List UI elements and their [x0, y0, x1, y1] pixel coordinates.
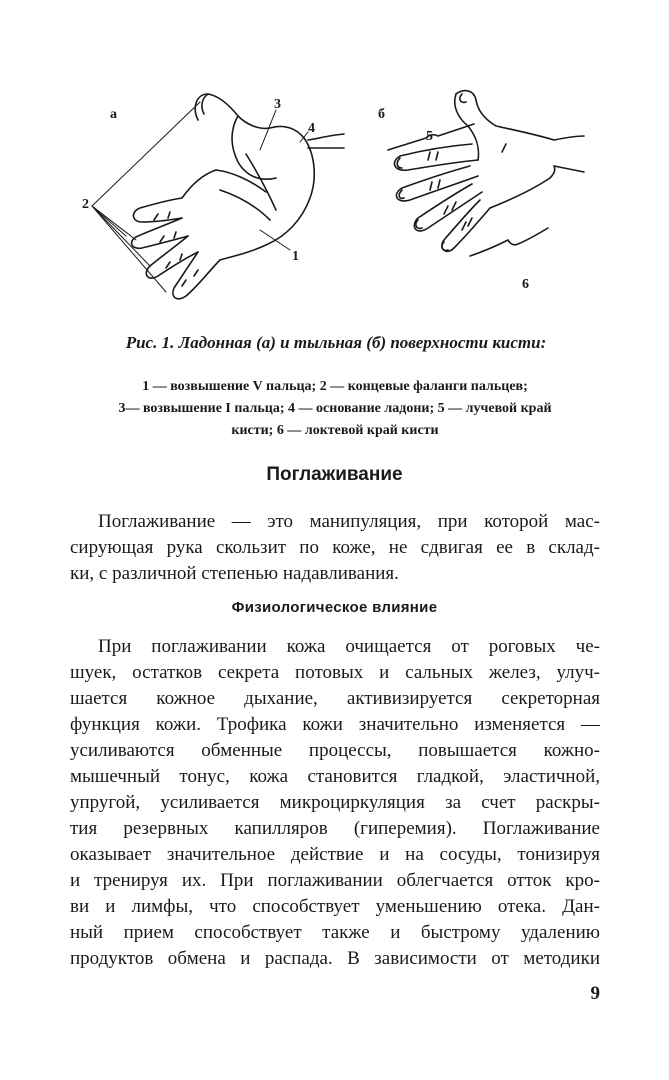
- hand-illustration: [70, 80, 610, 320]
- text-line: оказывает значительное действие и на сосуды, тонизируя: [70, 844, 600, 865]
- text-line: шается кожное дыхание, активизируется секреторная: [70, 688, 600, 709]
- intro-paragraph: [70, 509, 600, 587]
- marker-2: 2: [82, 197, 89, 212]
- text-line: При поглаживании кожа очищается от роговых че-: [98, 636, 600, 657]
- figure-caption-title: Рис. 1. Ладонная (а) и тыльная (б) поверхности кисти:: [125, 333, 547, 352]
- section-title: Поглаживание: [266, 464, 403, 485]
- marker-1: 1: [292, 249, 299, 264]
- body-paragraph: [70, 634, 600, 972]
- marker-5: 5: [426, 129, 433, 144]
- text-line: и тренируя их. При поглаживании облегчается отток кро-: [70, 870, 600, 891]
- back-hand-drawing: [388, 91, 584, 256]
- text-line: усиливаются обменные процессы, повышается кожно-: [70, 740, 600, 761]
- marker-4: 4: [308, 121, 315, 136]
- leader-lines-a: [92, 102, 308, 292]
- text-line: Поглаживание — это манипуляция, при которой мас-: [98, 511, 600, 532]
- text-line: тия резервных капилляров (гиперемия). Поглаживание: [70, 818, 600, 839]
- page-number: 9: [590, 983, 600, 1004]
- text-line: ный прием способствует также и быстрому удалению: [70, 922, 600, 943]
- panel-b-label: б: [378, 107, 385, 122]
- text-line: функция кожи. Трофика кожи значительно изменяется —: [70, 714, 600, 735]
- text-line: ки, с различной степенью надавливания.: [70, 563, 399, 584]
- text-line: продуктов обмена и распада. В зависимости от методики: [70, 948, 600, 969]
- text-line: сирующая рука скользит по коже, не сдвигая ее в склад-: [70, 537, 600, 558]
- subsection-title: Физиологическое влияние: [231, 599, 438, 616]
- hand-figure: [70, 80, 610, 320]
- text-line: упругой, усиливается микроциркуляция за счет раскры-: [70, 792, 600, 813]
- legend-line: 1 — возвышение V пальца; 2 — концевые фаланги пальцев;: [142, 379, 528, 394]
- panel-a-label: а: [110, 107, 117, 122]
- marker-6: 6: [522, 277, 529, 292]
- legend-line: кисти; 6 — локтевой край кисти: [231, 423, 439, 438]
- text-line: мышечный тонус, кожа становится гладкой, эластичной,: [70, 766, 600, 787]
- text-line: ви и лимфы, что способствует уменьшению отека. Дан-: [70, 896, 600, 917]
- legend-line: 3— возвышение I пальца; 4 — основание ладони; 5 — лучевой край: [118, 401, 552, 416]
- figure-caption-legend: [60, 376, 610, 442]
- marker-3: 3: [274, 97, 281, 112]
- text-line: шуек, остатков секрета потовых и сальных желез, улуч-: [70, 662, 600, 683]
